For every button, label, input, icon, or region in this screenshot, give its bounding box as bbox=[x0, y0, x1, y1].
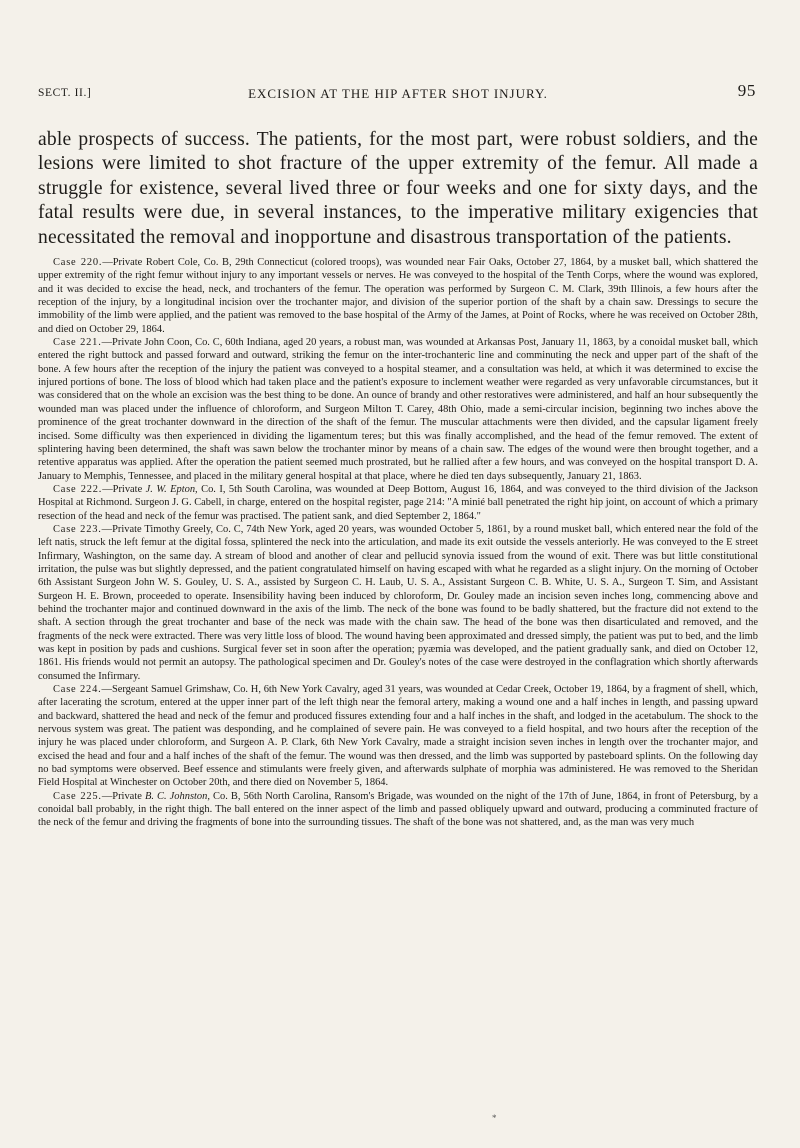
case-223 bbox=[38, 523, 758, 683]
case-text: Co. B, 56th North Carolina, Ransom's Brigade, was wounded on the night of the 17th of June, 1864, in front of Petersburg, by a conoidal ball probably, in the right thigh. The ball entered on the inner aspect of the limb and passed obliquely upward and outward, producing a comminuted fracture of the neck of the femur and driving the fragments of bone into the surrounding tissues. The shaft of the bone was not shattered, and, as the man was very much bbox=[38, 790, 758, 829]
case-prefix: —Private bbox=[102, 483, 146, 495]
case-text: Co. I, 5th South Carolina, was wounded at Deep Bottom, August 16, 1864, and was conveyed to the third division of the Jackson Hospital at Richmond. Surgeon J. G. Cabell, in charge, entered on the hospital register, page 214: "A minié ball penetrated the right hip joint, on account of which a primary resection of the head and neck of the femur was practised. The patient sank, and died September 2, 1864." bbox=[38, 483, 758, 522]
case-label: Case 222. bbox=[53, 483, 103, 495]
case-text: —Private Robert Cole, Co. B, 29th Connecticut (colored troops), was wounded near Fair Oaks, October 27, 1864, by a musket ball, which shattered the upper extremity of the right femur without injury to any important vessels or nerves. He was conveyed to the hospital of the Tenth Corps, where the wound was explored, and it was decided to excise the head, neck, and trochanters of the femur. The operation was performed by Surgeon C. M. Clark, 39th Illinois, a few hours after the reception of the injury, by a longitudinal incision over the trochanter major, and division of the superior portion of the shaft by a chain saw. Dressings to secure the immobility of the limb were applied, and the patient was removed to the base hospital of the Army of the James, at Point of Rocks, where he was received on October 28th, and died on October 29, 1864. bbox=[38, 257, 758, 335]
page-body bbox=[38, 128, 758, 830]
lead-paragraph: able prospects of success. The patients, for the most part, were robust soldiers, and the lesions were limited to shot fracture of the upper extremity of the femur. All made a struggle for existence, several lived three or four weeks and one for sixty days, and the fatal results were due, in several instances, to the imperative military exigencies that necessitated the removal and inopportune and disastrous transportation of the patients. bbox=[38, 129, 758, 248]
case-222 bbox=[38, 483, 758, 523]
patient-name: B. C. Johnston, bbox=[144, 790, 210, 802]
case-text: —Sergeant Samuel Grimshaw, Co. H, 6th New York Cavalry, aged 31 years, was wounded at Cedar Creek, October 19, 1864, by a fragment of shell, which, after lacerating the scrotum, entered at the upper inner part of the left thigh near the femoral artery, making a wound one and a half inches in length, and passing upward and backward, shattered the head and neck of the femur and produced fissures extending four and a half inches in the shaft, and lodged in the acetabulum. The shock to the nervous system was great. The patient was desponding, and he complained of severe pain. He was conveyed to a field hospital, and two hours after the reception of the injury he was placed under chloroform, and Surgeon A. P. Clark, 6th New York Cavalry, made a straight incision seven inches in length over the trochanter major, and excised the head and four and a half inches of the shaft of the femur. The wound was then dressed, and the limb was supported by pasteboard splints. On the following day no bad symptoms were observed. Beef essence and stimulants were freely given, and afterwards sulphate of morphia was administered. He was removed to the Sheridan Field Hospital at Winchester on October 20th, and there died on November 5, 1864. bbox=[38, 684, 758, 789]
case-220 bbox=[38, 256, 758, 336]
running-head bbox=[38, 83, 758, 105]
case-label: Case 221. bbox=[53, 337, 102, 349]
signature-mark: * bbox=[492, 1113, 497, 1123]
case-label: Case 220. bbox=[53, 257, 103, 269]
case-221 bbox=[38, 336, 758, 483]
case-text: —Private Timothy Greely, Co. C, 74th New York, aged 20 years, was wounded October 5, 1861, by a round musket ball, which entered near the fold of the left natis, struck the left femur at the digital fossa, splintered the neck into the articulation, and made its exit outside the vessels anteriorly. He was conveyed to the E street Infirmary, Washington, on the same day. A stream of blood and another of clear and pellucid synovia issued from the wound of exit. There was but little constitutional irritation, the pulse was but slightly depressed, and the patient congratulated himself on having escaped with what he regarded as a slight injury. On the morning of October 6th Assistant Surgeon John W. S. Gouley, U. S. A., assisted by Surgeon C. H. Laub, U. S. A., Assistant Surgeon C. B. White, U. S. A., Surgeon T. Sim, and Assistant Surgeon H. E. Brown, proceeded to operate. Insensibility having been induced by chloroform, Dr. Gouley made an incision seven inches long, commencing above and behind the trochanter major and continued downward in the axis of the limb. The neck of the bone was found to be badly shattered, but the fracture did not extend to the shaft. A section through the great trochanter and base of the neck was made with the chain saw. The head of the bone was then disarticulated and removed, and the fragments of the neck were extracted. There was very little loss of blood. The wound having been approximated and dressed simply, the patient was put to bed, and the limb was kept in position by pads and cushions. Surgical fever set in soon after the operation; pyæmia was developed, and the patient gradually sank, and died on October 12, 1861. His friends would not permit an autopsy. The pathological specimen and Dr. Gouley's notes of the case were destroyed in the conflagration which shortly afterwards consumed the Infirmary. bbox=[38, 523, 758, 682]
case-label: Case 224. bbox=[53, 684, 102, 696]
case-label: Case 225. bbox=[53, 790, 102, 802]
running-title: EXCISION AT THE HIP AFTER SHOT INJURY. bbox=[248, 86, 548, 101]
case-224 bbox=[38, 683, 758, 790]
case-label: Case 223. bbox=[53, 523, 102, 535]
patient-name: J. W. Epton, bbox=[145, 483, 198, 495]
section-marker: SECT. II.] bbox=[38, 87, 92, 99]
case-text: —Private John Coon, Co. C, 60th Indiana, aged 20 years, a robust man, was wounded at Arkansas Post, January 11, 1863, by a conoidal musket ball, which entered the right buttock and passed forward and outward, striking the femur on the inter-trochanteric line and comminuting the neck and upper part of the shaft of the bone. A few hours after the reception of the injury the patient was conveyed to a hospital steamer, and a consultation was held, at which it was determined to excise the injured portions of bone. The loss of blood which had taken place and the patient's exposure to inclement weather were regarded as very unfavorable circumstances, but it was considered that on the whole an excision was the best thing to be done. An ounce of brandy and other restoratives were administered, and half an hour subsequently the wounded man was placed under the influence of chloroform, and Surgeon Milton T. Carey, 48th Ohio, made a semi-circular incision, beginning two inches above the prominence of the great trochanter downward in the direction of the shaft of the femur. The muscular attachments were then divided, and the capsular ligament freely incised. Some difficulty was then experienced in dividing the ligamentum teres; but this was finally accomplished, and the head of the femur removed. The extent of splintering having been determined, the shaft was sawn below the trochanter minor by means of a chain saw. The edges of the wound were then brought together, and a retentive apparatus was applied. After the operation the patient seemed much prostrated, but he rallied after a few hours, and was conveyed on the hospital transport D. A. January to Memphis, Tennessee, and placed in the military general hospital at that place, where he died ten days subsequently, January 21, 1863. bbox=[38, 337, 758, 482]
page-number: 95 bbox=[737, 81, 756, 100]
case-225 bbox=[38, 790, 758, 830]
case-prefix: —Private bbox=[101, 790, 145, 802]
